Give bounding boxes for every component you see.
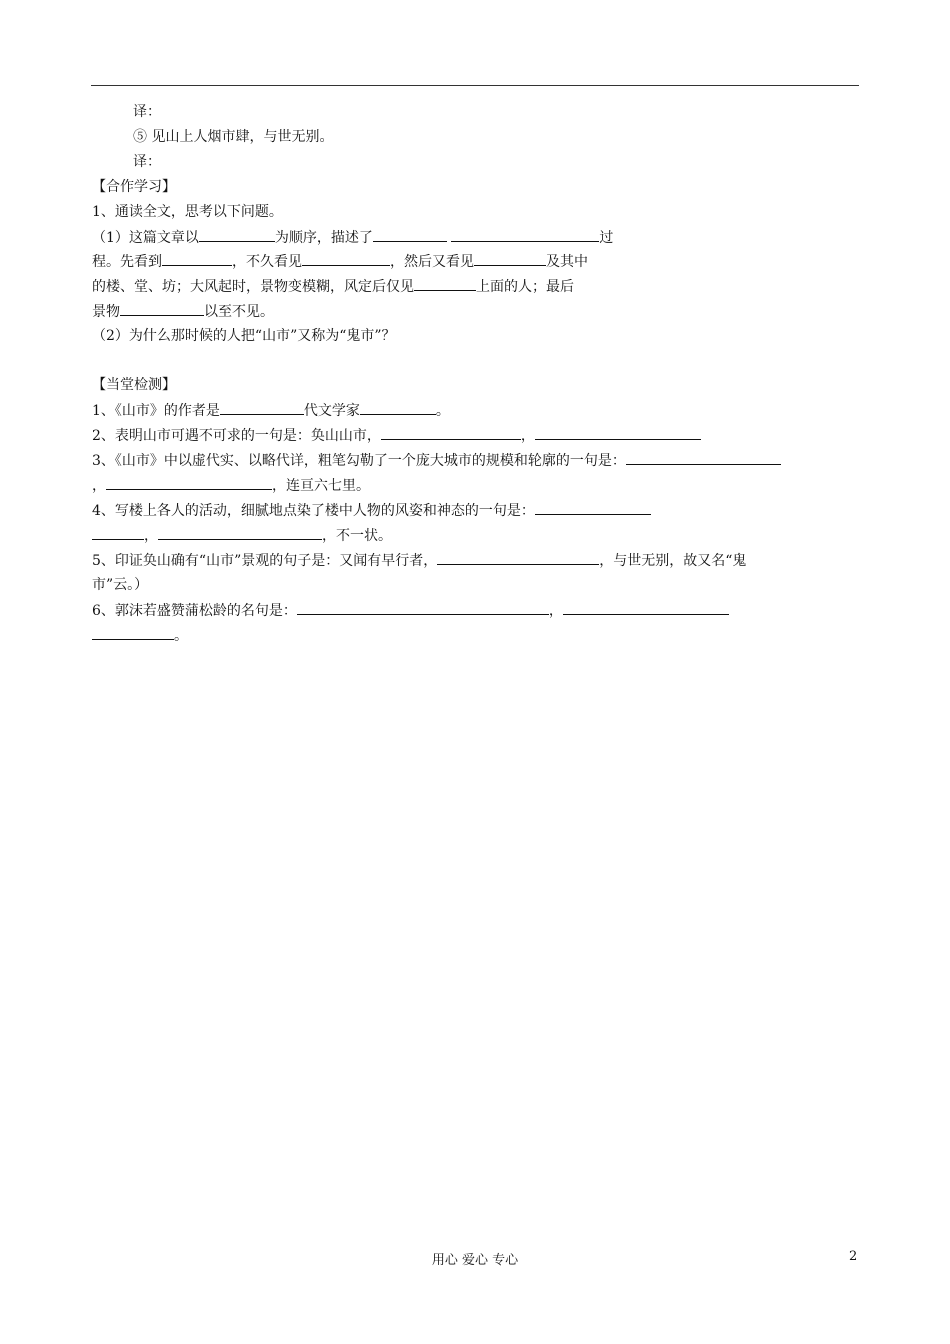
answer-blank[interactable]: [297, 601, 549, 615]
answer-blank[interactable]: [373, 228, 447, 242]
check-question-6-line-1: 6、郭沫若盛赞蒲松龄的名句是： ，: [92, 601, 729, 620]
check-question-1: 1、《山市》的作者是 代文学家 。: [92, 403, 450, 419]
check-question-4-line-1: 4、写楼上各人的活动，细腻地点染了楼中人物的风姿和神态的一句是：: [92, 501, 651, 520]
question-1-1-line-3: 的楼、堂、坊；大风起时，景物变模糊，风定后仅见 上面的人；最后: [92, 279, 574, 295]
translation-label: 译：: [133, 154, 161, 170]
check-question-2: 2、表明山市可遇不可求的一句是：奂山山市， ，: [92, 426, 701, 445]
answer-blank[interactable]: [451, 228, 599, 242]
section-heading-cooperative: 【合作学习】: [92, 179, 176, 195]
answer-blank[interactable]: [626, 451, 781, 465]
answer-blank[interactable]: [158, 526, 322, 540]
answer-blank[interactable]: [437, 551, 599, 565]
question-1-1-line-4: 景物 以至不见。: [92, 304, 274, 320]
check-question-6-line-2: 。: [92, 626, 188, 645]
check-question-5-line-1: 5、印证奂山确有“山市”景观的句子是：又闻有早行者， ，与世无别，故又名“鬼: [92, 553, 747, 569]
answer-blank[interactable]: [302, 252, 390, 266]
check-question-5-line-2: 市”云。）: [92, 577, 149, 593]
section-heading-check: 【当堂检测】: [92, 377, 176, 393]
check-question-3-line-1: 3、《山市》中以虚代实、以略代详，粗笔勾勒了一个庞大城市的规模和轮廓的一句是：: [92, 451, 781, 470]
answer-blank[interactable]: [474, 252, 546, 266]
answer-blank[interactable]: [92, 626, 174, 640]
answer-blank[interactable]: [414, 277, 476, 291]
page-number: 2: [849, 1249, 858, 1264]
answer-blank[interactable]: [535, 426, 701, 440]
answer-blank[interactable]: [220, 401, 304, 415]
sentence-5: ⑤ 见山上人烟市肆，与世无别。: [133, 129, 334, 145]
answer-blank[interactable]: [120, 302, 204, 316]
check-question-3-line-2: ， ，连亘六七里。: [92, 478, 370, 494]
check-question-4-line-2: ， ，不一状。: [92, 526, 392, 545]
answer-blank[interactable]: [381, 426, 521, 440]
translation-label: 译：: [133, 104, 161, 120]
answer-blank[interactable]: [563, 601, 729, 615]
answer-blank[interactable]: [162, 252, 232, 266]
answer-blank[interactable]: [535, 501, 651, 515]
header-rule: [91, 85, 859, 86]
answer-blank[interactable]: [199, 228, 275, 242]
answer-blank[interactable]: [92, 526, 144, 540]
question-1: 1、通读全文，思考以下问题。: [92, 204, 283, 220]
question-1-1-line-2: 程。先看到 ，不久看见 ，然后又看见 及其中: [92, 254, 588, 270]
question-1-2: （2）为什么那时候的人把“山市”又称为“鬼市”？: [92, 328, 396, 344]
footer-motto: 用心 爱心 专心: [431, 1253, 519, 1268]
question-1-1-line-1: （1）这篇文章以 为顺序，描述了 过: [92, 230, 614, 246]
answer-blank[interactable]: [106, 476, 272, 490]
answer-blank[interactable]: [360, 401, 436, 415]
